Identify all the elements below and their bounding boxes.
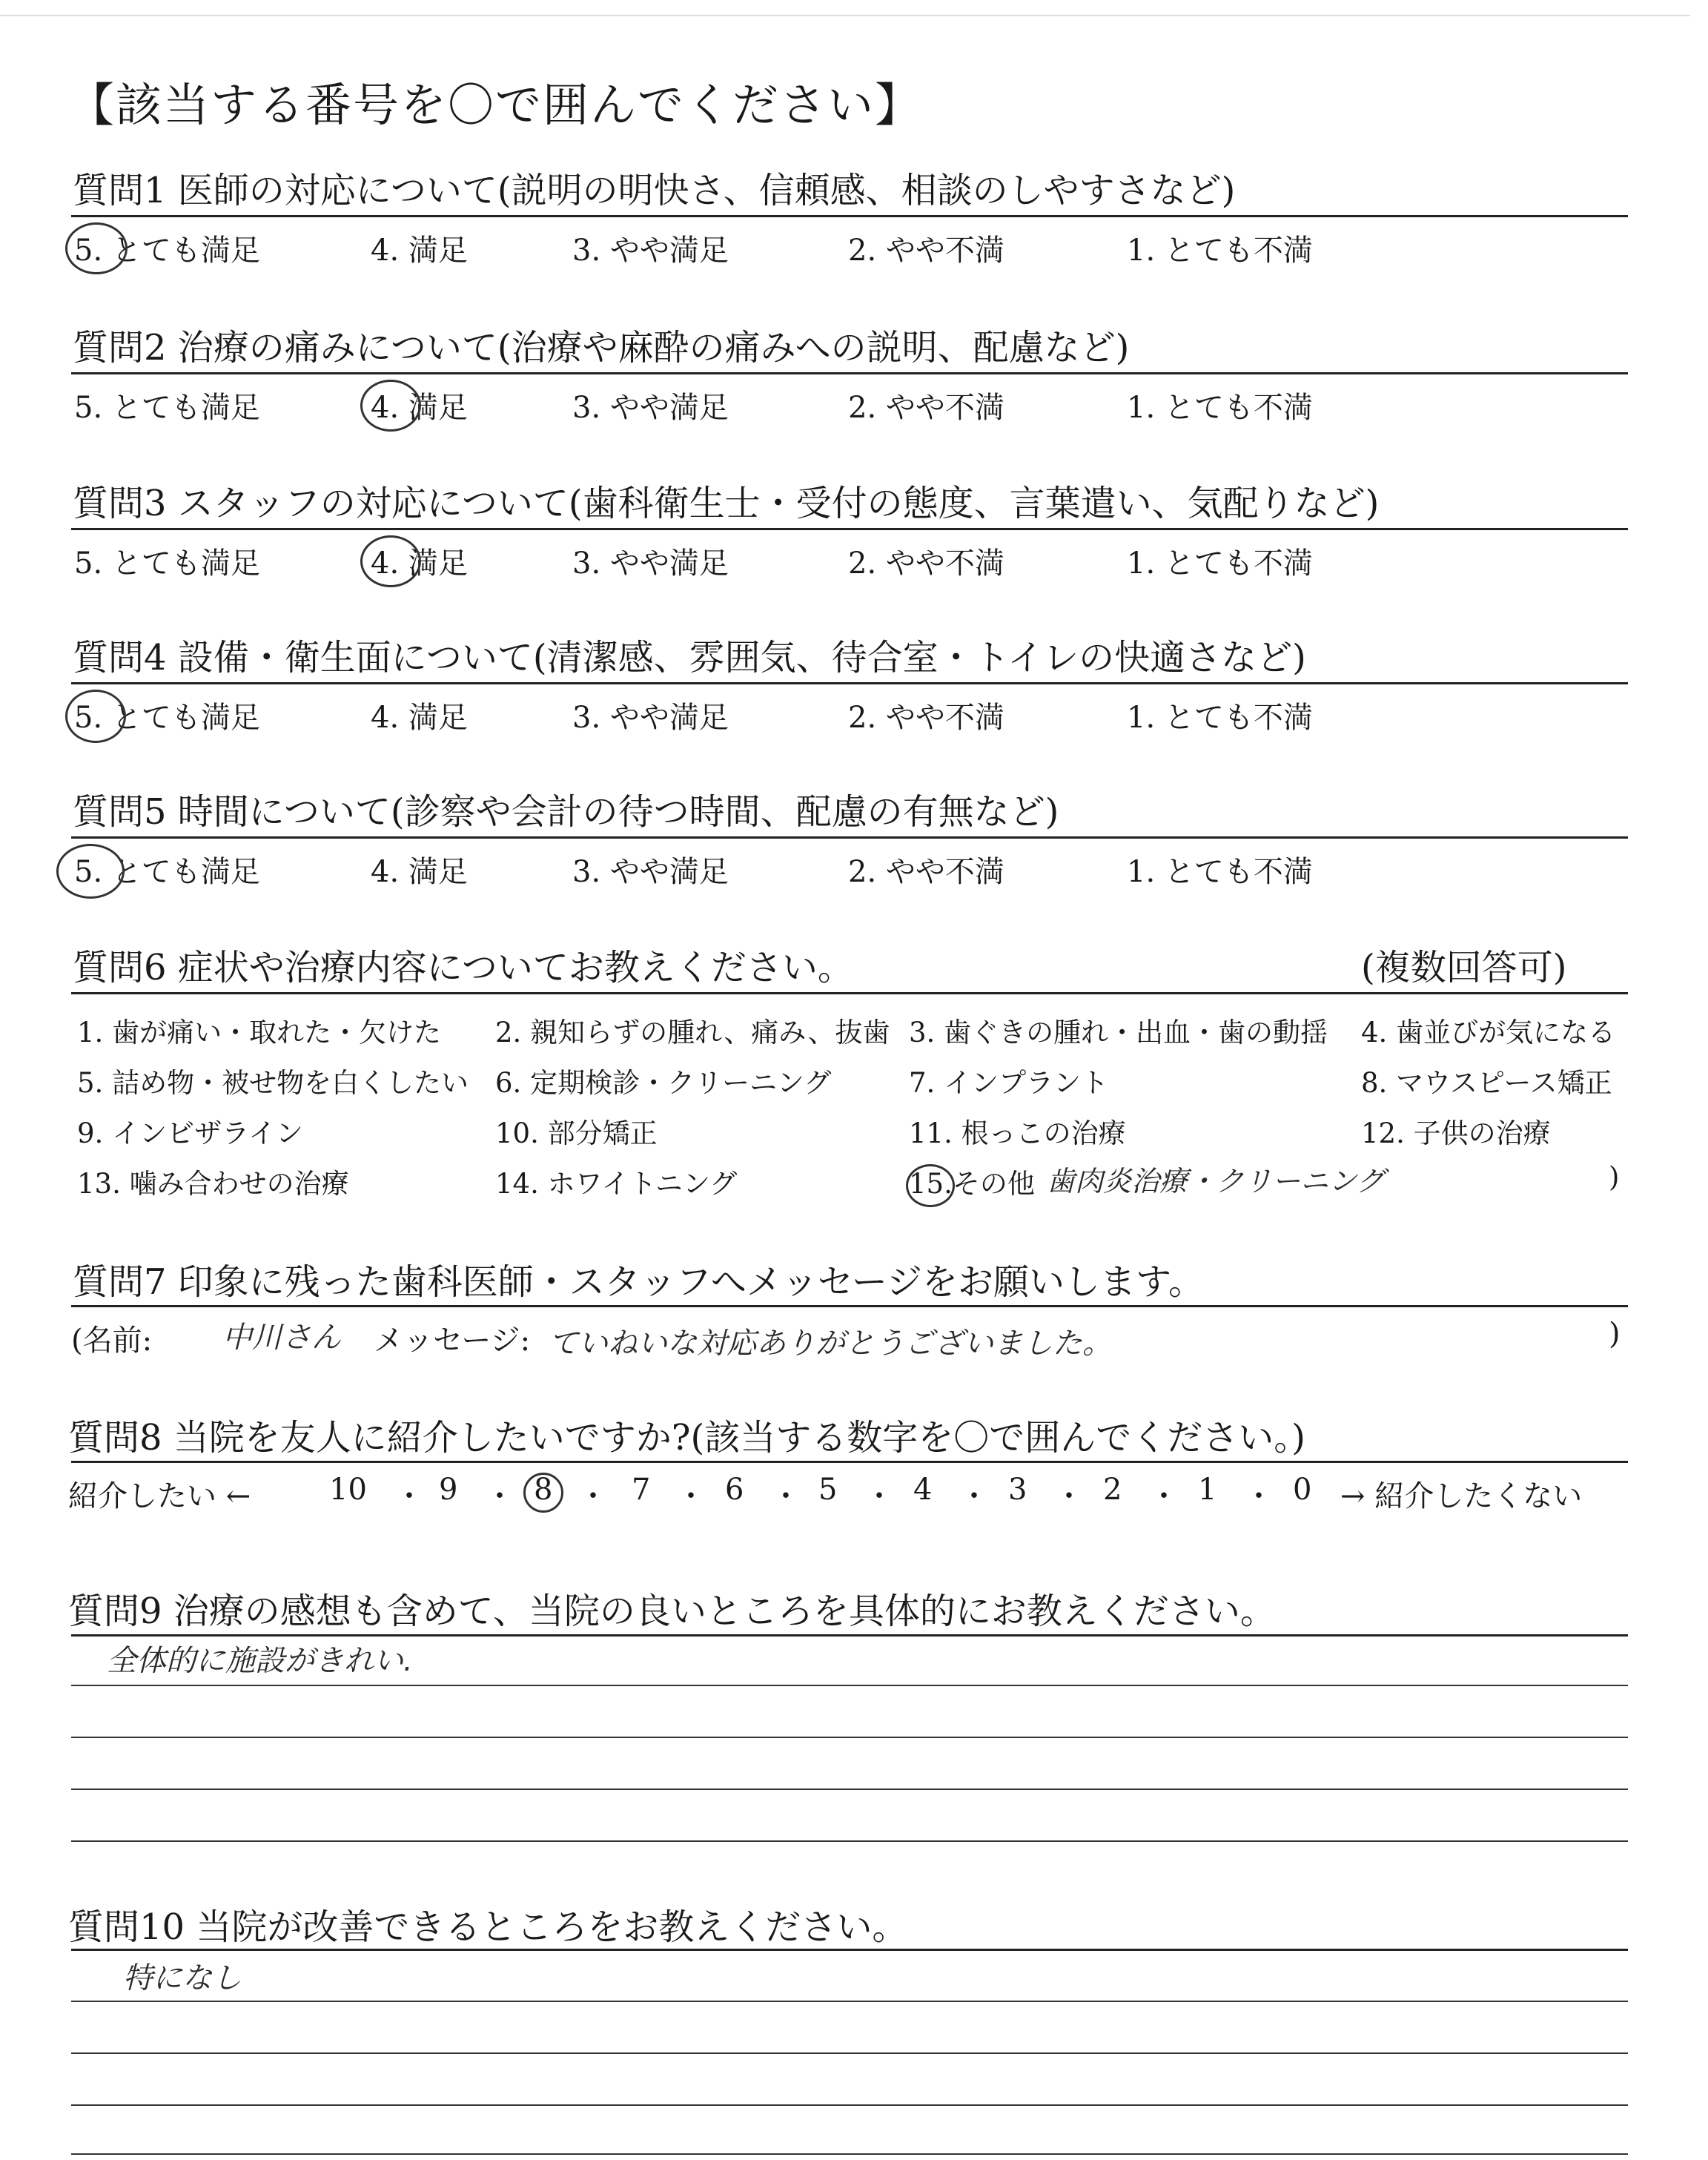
q6-item-13[interactable]: 13. 噛み合わせの治療 <box>77 1168 349 1200</box>
q3-opt-1[interactable]: 1. とても不満 <box>1127 546 1313 581</box>
q3-label: 質問3 スタッフの対応について(歯科衛生士・受付の態度、言葉遣い、気配りなど) <box>73 483 1380 524</box>
q3-selection-circle <box>360 535 421 587</box>
q7-message-label: メッセージ: <box>374 1324 531 1358</box>
q9-answer-line-4 <box>71 1840 1628 1842</box>
q1-opt-1[interactable]: 1. とても不満 <box>1127 234 1313 268</box>
q8-scale-7[interactable]: 7 <box>632 1473 651 1507</box>
q8-scale-6[interactable]: 6 <box>725 1473 744 1507</box>
q6-item-14[interactable]: 14. ホワイトニング <box>495 1168 738 1200</box>
q5-opt-5[interactable]: 5. とても満足 <box>74 855 260 889</box>
q6-item-5[interactable]: 5. 詰め物・被せ物を白くしたい <box>77 1067 469 1099</box>
q5-opt-3[interactable]: 3. やや満足 <box>572 855 729 889</box>
q3-opt-2[interactable]: 2. やや不満 <box>848 546 1004 581</box>
q6-item-1[interactable]: 1. 歯が痛い・取れた・欠けた <box>77 1017 442 1048</box>
q5-opt-2[interactable]: 2. やや不満 <box>848 855 1004 889</box>
q7-divider <box>71 1305 1628 1307</box>
q2-opt-1[interactable]: 1. とても不満 <box>1127 391 1313 425</box>
q4-opt-4[interactable]: 4. 満足 <box>371 701 468 735</box>
q9-divider <box>71 1634 1628 1636</box>
q5-label: 質問5 時間について(診察や会計の待つ時間、配慮の有無など) <box>73 791 1059 833</box>
q8-scale-4[interactable]: 4 <box>913 1473 933 1507</box>
q8-divider <box>71 1461 1628 1463</box>
q1-divider <box>71 215 1628 217</box>
q2-selection-circle <box>360 380 421 432</box>
q6-item-6[interactable]: 6. 定期検診・クリーニング <box>495 1067 832 1099</box>
q7-name-value[interactable]: 中川さん <box>222 1321 341 1355</box>
q3-divider <box>71 528 1628 530</box>
q6-item-15[interactable]: 15.その他 <box>909 1168 1035 1200</box>
q8-label: 質問8 当院を友人に紹介したいですか?(該当する数字を〇で囲んでください。) <box>68 1417 1305 1459</box>
q9-answer[interactable]: 全体的に施設がきれい. <box>107 1644 413 1678</box>
q6-label: 質問6 症状や治療内容についてお教えください。 <box>73 947 853 988</box>
q4-opt-3[interactable]: 3. やや満足 <box>572 701 729 735</box>
q7-name-label: (名前: <box>71 1324 153 1358</box>
q3-opt-5[interactable]: 5. とても満足 <box>74 546 260 581</box>
q6-other-close-paren: ) <box>1609 1161 1620 1193</box>
q6-item-11[interactable]: 11. 根っこの治療 <box>909 1117 1126 1149</box>
q8-selection-circle <box>523 1473 563 1513</box>
q1-selection-circle <box>65 222 128 274</box>
q8-scale-8[interactable]: 8 <box>534 1473 553 1507</box>
q9-label: 質問9 治療の感想も含めて、当院の良いところを具体的にお教えください。 <box>68 1591 1276 1632</box>
q1-opt-4[interactable]: 4. 満足 <box>371 234 468 268</box>
page-title: 【該当する番号を〇で囲んでください】 <box>68 78 923 132</box>
q10-answer-line-4 <box>71 2153 1628 2155</box>
q5-opt-4[interactable]: 4. 満足 <box>371 855 468 889</box>
q6-selection-circle <box>906 1164 955 1207</box>
q2-opt-2[interactable]: 2. やや不満 <box>848 391 1004 425</box>
q2-divider <box>71 372 1628 374</box>
q6-item-3[interactable]: 3. 歯ぐきの腫れ・出血・歯の動揺 <box>909 1017 1328 1048</box>
q3-opt-3[interactable]: 3. やや満足 <box>572 546 729 581</box>
q9-answer-line-2 <box>71 1737 1628 1738</box>
q7-label: 質問7 印象に残った歯科医師・スタッフへメッセージをお願いします。 <box>73 1261 1205 1303</box>
q8-scale-9[interactable]: 9 <box>439 1473 458 1507</box>
q8-right-label: → 紹介したくない <box>1340 1479 1583 1513</box>
q6-item-9[interactable]: 9. インビザライン <box>77 1117 303 1149</box>
q8-scale-10[interactable]: 10 <box>329 1473 367 1507</box>
q1-opt-3[interactable]: 3. やや満足 <box>572 234 729 268</box>
q9-answer-line-1 <box>71 1685 1628 1686</box>
q3-opt-4[interactable]: 4. 満足 <box>371 546 468 581</box>
q2-opt-3[interactable]: 3. やや満足 <box>572 391 729 425</box>
q10-answer-line-3 <box>71 2104 1628 2106</box>
q8-left-label: 紹介したい ← <box>68 1479 251 1513</box>
q10-divider <box>71 1949 1628 1951</box>
q8-scale-2[interactable]: 2 <box>1103 1473 1122 1507</box>
q7-message-value[interactable]: ていねいな対応ありがとうございました。 <box>549 1327 1112 1361</box>
q2-opt-5[interactable]: 5. とても満足 <box>74 391 260 425</box>
q10-answer-line-2 <box>71 2052 1628 2054</box>
q10-label: 質問10 当院が改善できるところをお教えください。 <box>68 1906 908 1948</box>
q6-item-8[interactable]: 8. マウスピース矯正 <box>1361 1067 1612 1099</box>
q10-answer[interactable]: 特になし <box>123 1961 242 1995</box>
q4-selection-circle <box>65 690 126 743</box>
q8-scale-1[interactable]: 1 <box>1198 1473 1217 1507</box>
q6-item-12[interactable]: 12. 子供の治療 <box>1361 1117 1551 1149</box>
q2-label: 質問2 治療の痛みについて(治療や麻酔の痛みへの説明、配慮など) <box>73 327 1130 369</box>
q8-scale-3[interactable]: 3 <box>1008 1473 1027 1507</box>
q4-label: 質問4 設備・衛生面について(清潔感、雰囲気、待合室・トイレの快適さなど) <box>73 637 1306 678</box>
q1-opt-5[interactable]: 5. とても満足 <box>74 234 260 268</box>
q1-opt-2[interactable]: 2. やや不満 <box>848 234 1004 268</box>
q4-opt-1[interactable]: 1. とても不満 <box>1127 701 1313 735</box>
q4-divider <box>71 682 1628 684</box>
q6-item-7[interactable]: 7. インプラント <box>909 1067 1109 1099</box>
q8-scale-0[interactable]: 0 <box>1293 1473 1312 1507</box>
q10-answer-line-1 <box>71 2001 1628 2002</box>
q6-item-4[interactable]: 4. 歯並びが気になる <box>1361 1017 1616 1048</box>
q6-multiple-note: (複数回答可) <box>1361 947 1567 988</box>
q6-item-10[interactable]: 10. 部分矯正 <box>495 1117 658 1149</box>
q8-scale-5[interactable]: 5 <box>818 1473 838 1507</box>
q7-close-paren: ) <box>1609 1317 1621 1351</box>
q2-opt-4[interactable]: 4. 満足 <box>371 391 468 425</box>
q6-divider <box>71 992 1628 994</box>
q4-opt-5[interactable]: 5. とても満足 <box>74 701 260 735</box>
q1-label: 質問1 医師の対応について(説明の明快さ、信頼感、相談のしやすさなど) <box>73 170 1236 211</box>
page-top-edge <box>0 15 1690 16</box>
q5-opt-1[interactable]: 1. とても不満 <box>1127 855 1313 889</box>
q5-divider <box>71 836 1628 839</box>
q9-answer-line-3 <box>71 1789 1628 1790</box>
q6-item-2[interactable]: 2. 親知らずの腫れ、痛み、抜歯 <box>495 1017 890 1048</box>
q4-opt-2[interactable]: 2. やや不満 <box>848 701 1004 735</box>
q6-other-handwritten[interactable]: 歯肉炎治療・クリーニング <box>1047 1165 1385 1198</box>
q5-selection-circle <box>56 844 125 899</box>
